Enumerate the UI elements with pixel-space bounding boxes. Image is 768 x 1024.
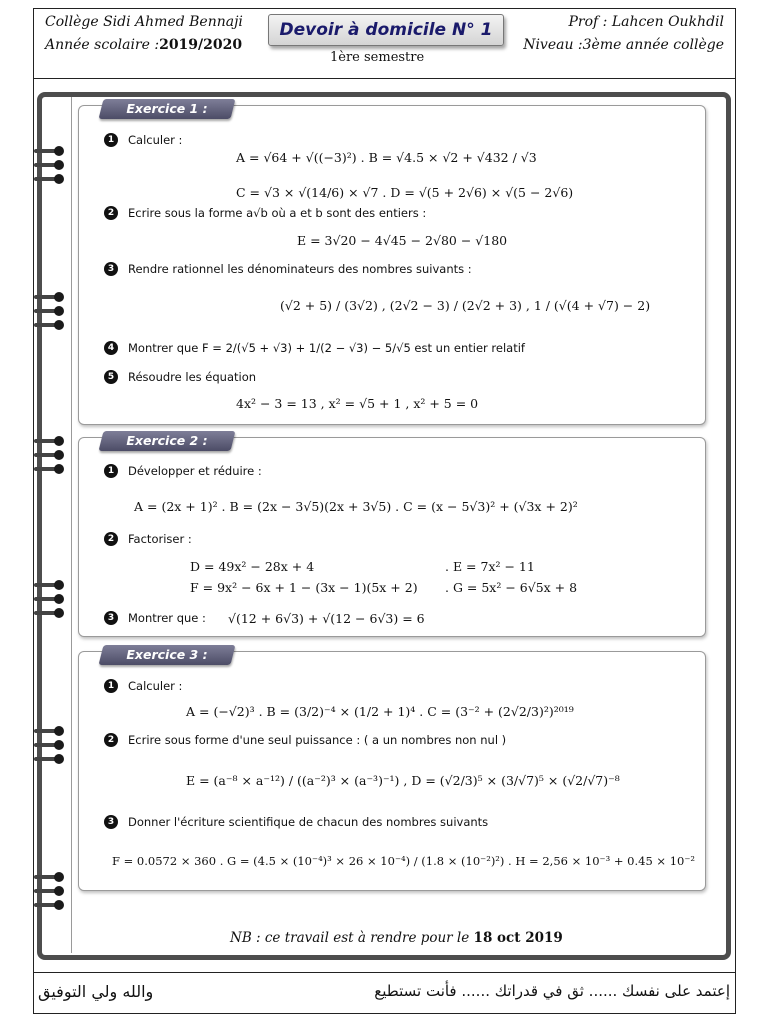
question-number-badge: 1 — [104, 679, 118, 693]
spiral-ring-icon — [34, 174, 68, 184]
header-divider — [33, 78, 736, 79]
question-number-badge: 3 — [104, 815, 118, 829]
math-expression: C = √3 × √(14/6) × √7 . D = √(5 + 2√6) × √(5 − 2√6) — [236, 185, 574, 200]
school-year: Année scolaire :2019/2020 — [45, 37, 243, 53]
question-text: Calculer : — [128, 133, 183, 147]
question-number-badge: 3 — [104, 262, 118, 276]
notebook-margin-line — [71, 97, 72, 953]
spiral-ring-icon — [34, 886, 68, 896]
question-text: Calculer : — [128, 679, 183, 693]
math-expression: . G = 5x² − 6√5x + 8 — [445, 580, 578, 595]
question-text: Donner l'écriture scientifique de chacun des nombres suivants — [128, 815, 489, 829]
exercise-3-tab: Exercice 3 : — [99, 645, 236, 665]
spiral-ring-icon — [34, 900, 68, 910]
math-expression: . E = 7x² − 11 — [445, 559, 535, 574]
question-number-badge: 2 — [104, 733, 118, 747]
math-expression: A = (2x + 1)² . B = (2x − 3√5)(2x + 3√5) . C = (x − 5√3)² + (√3x + 2)² — [134, 499, 578, 514]
question-text: Développer et réduire : — [128, 464, 262, 478]
school-name: Collège Sidi Ahmed Bennaji — [45, 14, 243, 30]
math-expression: √(12 + 6√3) + √(12 − 6√3) = 6 — [228, 611, 425, 626]
spiral-ring-icon — [34, 306, 68, 316]
spiral-ring-icon — [34, 726, 68, 736]
math-expression: F = 0.0572 × 360 . G = (4.5 × (10⁻⁴)³ × 26 × 10⁻⁴) / (1.8 × (10⁻²)²) . H = 2,56 × 10⁻³ + 0.45 × 10⁻² — [112, 854, 696, 868]
math-expression: F = 9x² − 6x + 1 − (3x − 1)(5x + 2) — [190, 580, 418, 595]
footer-motto: إعتمد على نفسك ...... ثق في قدراتك ...... فأنت تستطيع — [374, 982, 730, 1000]
math-expression: E = 3√20 − 4√45 − 2√80 − √180 — [297, 233, 508, 248]
spiral-ring-icon — [34, 436, 68, 446]
question-number-badge: 5 — [104, 370, 118, 384]
class-level: Niveau :3ème année collège — [523, 37, 724, 53]
question-text: Résoudre les équation — [128, 370, 257, 384]
math-expression: (√2 + 5) / (3√2) , (2√2 − 3) / (2√2 + 3) , 1 / (√(4 + √7) − 2) — [280, 298, 651, 313]
math-expression: E = (a⁻⁸ × a⁻¹²) / ((a⁻²)³ × (a⁻³)⁻¹) , D = (√2/3)⁵ × (3/√7)⁵ × (√2/√7)⁻⁸ — [186, 773, 620, 788]
question-text: Montrer que : — [128, 611, 206, 625]
question-number-badge: 1 — [104, 464, 118, 478]
spiral-ring-icon — [34, 464, 68, 474]
assignment-title: Devoir à domicile N° 1 — [268, 14, 504, 46]
question-number-badge: 4 — [104, 341, 118, 355]
spiral-ring-icon — [34, 740, 68, 750]
exercise-1-tab: Exercice 1 : — [99, 99, 236, 119]
spiral-ring-icon — [34, 594, 68, 604]
spiral-ring-icon — [34, 580, 68, 590]
question-text: Montrer que F = 2/(√5 + √3) + 1/(2 − √3) − 5/√5 est un entier relatif — [128, 341, 525, 355]
question-number-badge: 3 — [104, 611, 118, 625]
math-expression: A = (−√2)³ . B = (3/2)⁻⁴ × (1/2 + 1)⁴ . C = (3⁻² + (2√2/3)²)²⁰¹⁹ — [186, 704, 574, 719]
question-text: Rendre rationnel les dénominateurs des nombres suivants : — [128, 262, 472, 276]
spiral-ring-icon — [34, 754, 68, 764]
footer-divider — [33, 972, 736, 973]
question-text: Factoriser : — [128, 532, 192, 546]
spiral-ring-icon — [34, 872, 68, 882]
question-text: Ecrire sous forme d'une seul puissance : ( a un nombres non nul ) — [128, 733, 507, 747]
spiral-ring-icon — [34, 608, 68, 618]
exercise-2-tab: Exercice 2 : — [99, 431, 236, 451]
spiral-ring-icon — [34, 160, 68, 170]
question-text: Ecrire sous la forme a√b où a et b sont des entiers : — [128, 206, 427, 220]
submission-note: NB : ce travail est à rendre pour le 18 oct 2019 — [230, 930, 563, 946]
question-number-badge: 2 — [104, 532, 118, 546]
semester-label: 1ère semestre — [330, 50, 425, 65]
question-number-badge: 1 — [104, 133, 118, 147]
spiral-ring-icon — [34, 320, 68, 330]
spiral-ring-icon — [34, 292, 68, 302]
spiral-ring-icon — [34, 146, 68, 156]
footer-closing: والله ولي التوفيق — [38, 982, 154, 1001]
math-expression: D = 49x² − 28x + 4 — [190, 559, 315, 574]
question-number-badge: 2 — [104, 206, 118, 220]
math-expression: A = √64 + √((−3)²) . B = √4.5 × √2 + √432 / √3 — [236, 150, 537, 165]
spiral-ring-icon — [34, 450, 68, 460]
teacher-name: Prof : Lahcen Oukhdil — [568, 14, 724, 30]
math-expression: 4x² − 3 = 13 , x² = √5 + 1 , x² + 5 = 0 — [236, 396, 479, 411]
